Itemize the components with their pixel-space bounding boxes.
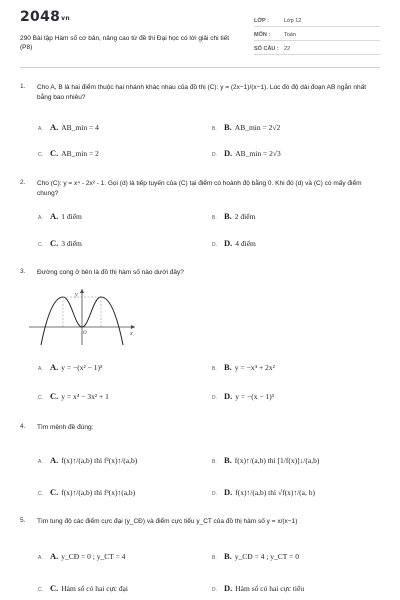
option-letter: A.	[38, 459, 43, 465]
option-text: Hàm số có hai cực tiểu	[235, 584, 305, 593]
option-label: B.	[224, 362, 232, 372]
q3-option-a[interactable]	[38, 362, 102, 372]
q3-option-c[interactable]	[38, 391, 109, 401]
option-label: C.	[50, 583, 59, 593]
option-text: 1 điểm	[61, 212, 82, 221]
question-number: 1.	[20, 83, 26, 90]
meta-count-label: SỐ CÂU :	[254, 46, 279, 52]
meta-subject-label: MÔN :	[254, 32, 271, 38]
option-text: AB_min = 2√3	[235, 149, 281, 158]
option-letter: A.	[38, 366, 43, 372]
option-label: A.	[50, 455, 59, 465]
question-1	[20, 83, 380, 103]
q1-option-a[interactable]	[38, 122, 99, 132]
option-label: B.	[224, 122, 232, 132]
q4-option-c[interactable]	[38, 487, 135, 497]
option-text: f(x)↑/(a,b) thì f²(x)↑/(a,b)	[61, 456, 138, 465]
option-text: f(x)↑/(a,b) thì f³(x)↑(a,b)	[61, 488, 136, 497]
meta-divider	[254, 26, 380, 27]
q4-option-a[interactable]	[38, 455, 137, 465]
question-3	[20, 268, 380, 280]
option-text: f(x)↑/(a,b) thì √f(x)↑/(a, b)	[235, 488, 315, 497]
option-letter: B.	[212, 126, 217, 132]
question-text: Đường cong ở bên là đồ thị hàm số nào dưới đây?	[37, 269, 184, 276]
x-axis-arrow	[131, 325, 135, 329]
option-label: D.	[224, 391, 233, 401]
option-label: B.	[224, 211, 232, 221]
q1-option-d[interactable]	[212, 148, 281, 158]
option-text: Hàm số có hai cực đại	[61, 584, 129, 593]
q2-option-b[interactable]	[212, 211, 255, 221]
meta-subject-value: Toán	[284, 32, 296, 38]
header-divider	[20, 67, 380, 68]
q5-option-a[interactable]	[38, 551, 125, 561]
meta-class-label: LỚP :	[254, 18, 269, 24]
q4-option-d[interactable]	[212, 487, 315, 497]
origin-label: O	[83, 331, 87, 336]
q5-option-d[interactable]	[212, 583, 304, 593]
option-text: y = −(x² − 1)²	[61, 363, 103, 372]
site-logo[interactable]	[20, 9, 70, 25]
option-label: D.	[224, 148, 233, 158]
option-letter: A.	[38, 215, 43, 221]
option-text: 4 điểm	[235, 239, 256, 248]
option-letter: B.	[212, 555, 217, 561]
q3-option-b[interactable]	[212, 362, 275, 372]
option-letter: B.	[212, 215, 217, 221]
q5-option-c[interactable]	[38, 583, 128, 593]
meta-count-value: 22	[284, 46, 291, 52]
option-text: 2 điểm	[234, 212, 256, 221]
option-letter: B.	[212, 366, 217, 372]
option-label: A.	[50, 122, 59, 132]
question-number: 3.	[20, 268, 26, 275]
option-letter: C.	[38, 395, 43, 401]
q2-option-d[interactable]	[212, 238, 256, 248]
meta-class-value: Lớp 12	[284, 18, 302, 24]
option-text: AB_min = 2	[61, 149, 99, 158]
question-4	[20, 423, 380, 435]
option-label: B.	[224, 455, 232, 465]
question-text: Cho A, B là hai điểm thuộc hai nhánh khác nhau của đồ thị (C): y = (2x−1)/(x−1). Lúc đó độ dài đoạn AB ngắn nhất bằng bao nhiêu?	[37, 84, 367, 101]
q3-option-d[interactable]	[212, 391, 274, 401]
option-label: A.	[50, 551, 59, 561]
question-5	[20, 517, 380, 529]
option-label: C.	[50, 238, 59, 248]
option-text: y_CĐ = 0 ; y_CT = 4	[61, 552, 126, 561]
option-label: C.	[50, 148, 59, 158]
option-text: f(x)↑/(a,b) thì [1/f(x)]↓/(a,b)	[234, 456, 320, 465]
option-text: AB_min = 4	[61, 123, 99, 132]
q4-option-b[interactable]	[212, 455, 319, 465]
option-label: C.	[50, 487, 59, 497]
q5-option-b[interactable]	[212, 551, 299, 561]
option-letter: D.	[212, 152, 217, 158]
option-label: A.	[50, 362, 59, 372]
option-label: D.	[224, 487, 233, 497]
option-letter: B.	[212, 459, 217, 465]
option-label: A.	[50, 211, 59, 221]
logo-text: 2048	[20, 9, 61, 25]
function-graph	[27, 287, 137, 347]
question-number: 5.	[20, 517, 26, 524]
option-label: C.	[50, 391, 59, 401]
option-letter: C.	[38, 242, 43, 248]
q1-option-b[interactable]	[212, 122, 280, 132]
option-text: y = x⁴ − 3x² + 1	[61, 392, 109, 401]
q2-option-a[interactable]	[38, 211, 82, 221]
meta-divider	[254, 54, 380, 55]
option-text: y = −x⁴ + 2x²	[234, 363, 275, 372]
question-text: Tìm tung độ các điểm cực đại (y_CĐ) và điểm cực tiểu y_CT của đồ thị hàm số y = x/(x−1)	[37, 518, 298, 525]
option-letter: A.	[38, 555, 43, 561]
option-letter: A.	[38, 126, 43, 132]
question-number: 4.	[20, 423, 26, 430]
option-letter: C.	[38, 152, 43, 158]
question-text: Cho (C): y = x⁴ - 2x² - 1. Gọi (d) là tiếp tuyến của (C) tại điểm có hoành độ bằng 0. Khi đó (d) và (C) có mấy điểm chung?	[37, 180, 362, 197]
option-letter: D.	[212, 242, 217, 248]
logo-suffix: vn	[61, 15, 70, 22]
option-text: 3 điểm	[61, 239, 82, 248]
option-letter: C.	[38, 491, 43, 497]
option-label: D.	[224, 238, 233, 248]
question-text: Tìm mệnh đề đúng:	[37, 424, 94, 431]
option-letter: D.	[212, 395, 217, 401]
option-text: y_CĐ = 4 ; y_CT = 0	[234, 552, 299, 561]
x-axis-label: x	[130, 331, 133, 337]
option-letter: C.	[38, 587, 43, 593]
document-title: 290 Bài tập Hàm số cơ bản, nâng cao từ đề thi Đại học có lời giải chi tiết (P8)	[20, 35, 230, 51]
question-2	[20, 179, 380, 199]
option-letter: D.	[212, 491, 217, 497]
q1-option-c[interactable]	[38, 148, 99, 158]
option-label: D.	[224, 583, 233, 593]
option-text: y = −(x − 1)³	[235, 392, 274, 401]
question-number: 2.	[20, 179, 26, 186]
y-axis-arrow	[80, 289, 84, 293]
option-letter: D.	[212, 587, 217, 593]
option-text: AB_min = 2√2	[234, 123, 281, 132]
option-label: B.	[224, 551, 232, 561]
y-axis-label: y	[75, 292, 78, 298]
meta-divider	[254, 40, 380, 41]
q2-option-c[interactable]	[38, 238, 82, 248]
